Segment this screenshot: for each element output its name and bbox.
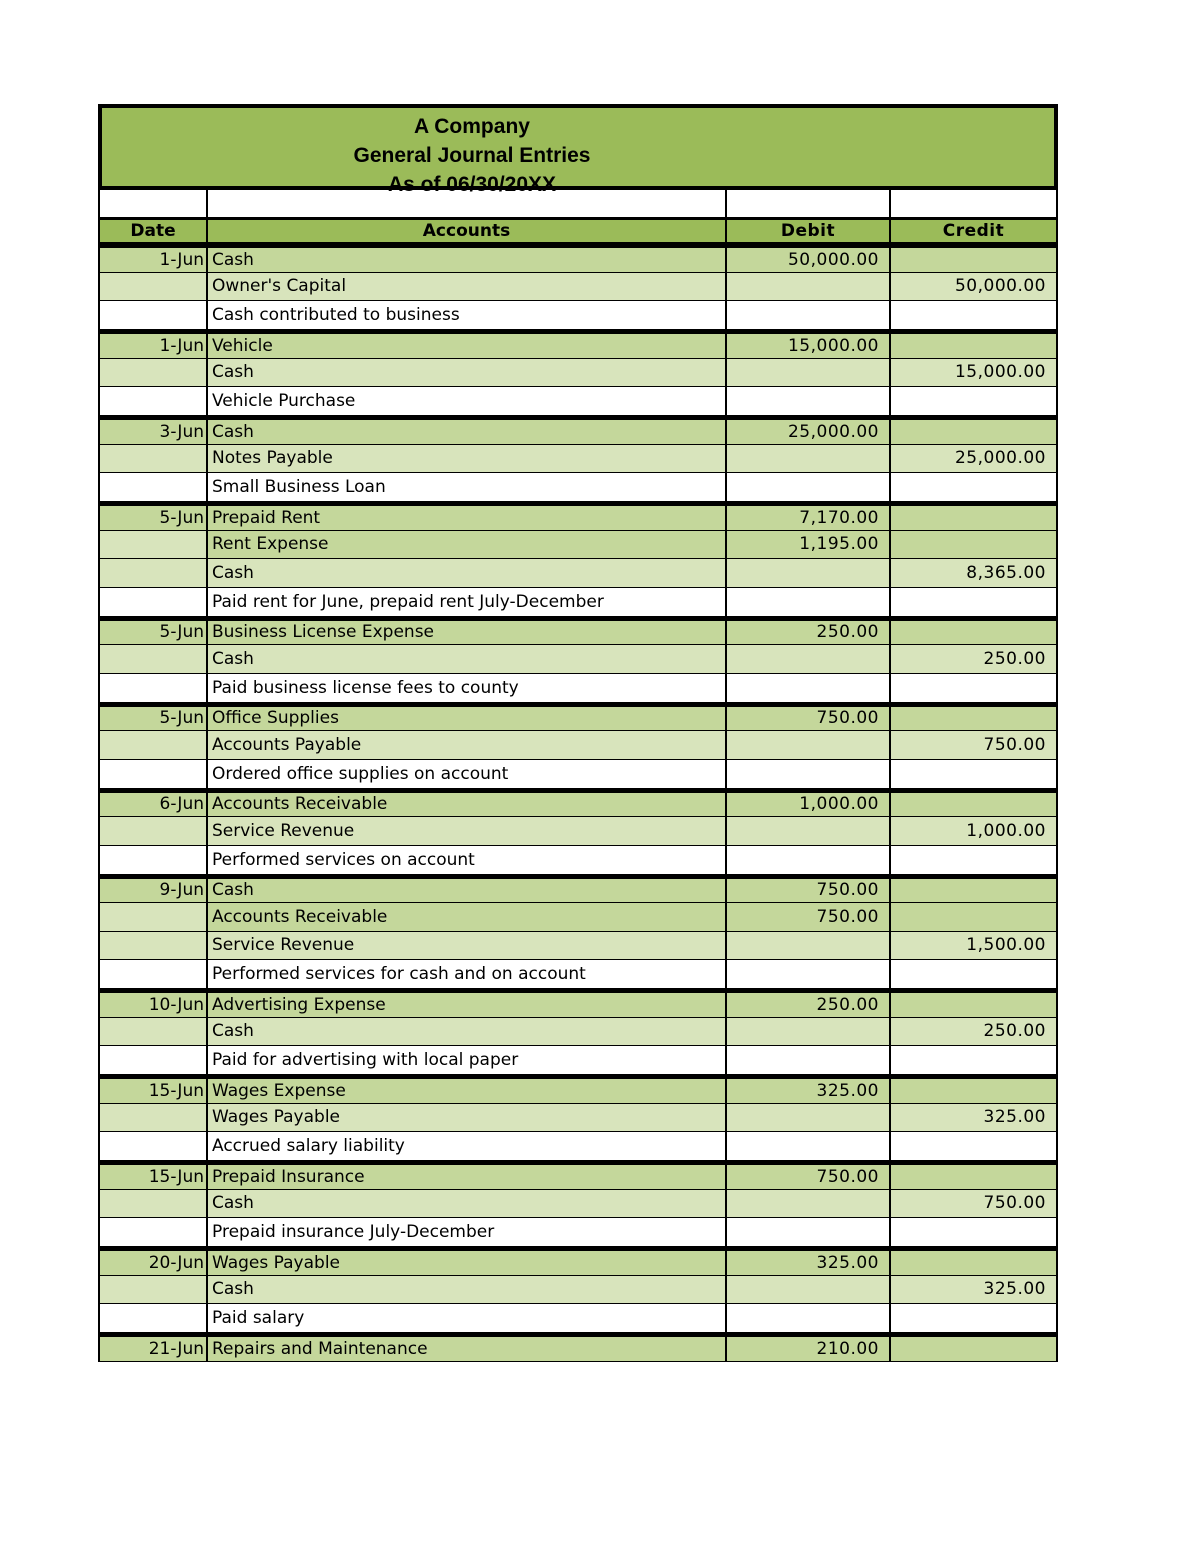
date-cell[interactable] <box>98 1190 206 1218</box>
credit-cell[interactable] <box>889 960 1058 988</box>
credit-cell[interactable] <box>889 473 1058 501</box>
credit-cell[interactable] <box>889 621 1058 645</box>
account-cell[interactable]: Cash <box>206 248 725 272</box>
journal-line-row <box>98 875 1058 904</box>
date-cell[interactable] <box>98 846 206 874</box>
account-cell[interactable]: Cash <box>206 1276 725 1304</box>
account-cell[interactable]: Wages Expense <box>206 1079 725 1103</box>
credit-cell[interactable] <box>889 588 1058 616</box>
debit-cell[interactable] <box>725 817 889 845</box>
account-cell[interactable]: Service Revenue <box>206 817 725 845</box>
date-cell[interactable]: 5-Jun <box>98 506 206 530</box>
debit-cell[interactable]: 50,000.00 <box>725 248 889 272</box>
credit-cell[interactable] <box>889 531 1058 559</box>
debit-cell[interactable] <box>725 1132 889 1160</box>
journal-line-row <box>98 1104 1058 1133</box>
account-cell[interactable]: Cash <box>206 645 725 673</box>
journal-entries <box>98 244 1058 1362</box>
journal-description-row <box>98 960 1058 989</box>
debit-cell[interactable]: 210.00 <box>725 1337 889 1361</box>
credit-cell[interactable]: 325.00 <box>889 1276 1058 1304</box>
date-cell[interactable]: 9-Jun <box>98 879 206 903</box>
journal-line-row <box>98 359 1058 388</box>
col-header-credit[interactable]: Credit <box>889 220 1058 242</box>
journal-line-row <box>98 1161 1058 1190</box>
debit-cell[interactable] <box>725 359 889 387</box>
date-cell[interactable] <box>98 817 206 845</box>
credit-cell[interactable] <box>889 1251 1058 1275</box>
account-cell[interactable]: Cash <box>206 879 725 903</box>
blank-cell[interactable] <box>889 190 1058 217</box>
description-cell[interactable]: Paid salary <box>206 1304 725 1332</box>
account-cell[interactable]: Prepaid Insurance <box>206 1165 725 1189</box>
credit-cell[interactable] <box>889 993 1058 1017</box>
journal-description-row <box>98 1132 1058 1161</box>
journal-line-row <box>98 645 1058 674</box>
credit-cell[interactable]: 8,365.00 <box>889 559 1058 587</box>
date-cell[interactable] <box>98 359 206 387</box>
date-cell[interactable] <box>98 1218 206 1246</box>
journal-line-row <box>98 1247 1058 1276</box>
credit-cell[interactable]: 1,000.00 <box>889 817 1058 845</box>
date-cell[interactable]: 15-Jun <box>98 1079 206 1103</box>
account-cell[interactable]: Cash <box>206 359 725 387</box>
debit-cell[interactable] <box>725 273 889 301</box>
credit-cell[interactable] <box>889 1304 1058 1332</box>
journal-line-row <box>98 1276 1058 1305</box>
description-cell[interactable]: Ordered office supplies on account <box>206 760 725 788</box>
blank-cell[interactable] <box>206 190 725 217</box>
debit-cell[interactable]: 1,000.00 <box>725 793 889 817</box>
credit-cell[interactable] <box>889 506 1058 530</box>
col-header-debit[interactable]: Debit <box>725 220 889 242</box>
blank-row <box>98 190 1058 218</box>
journal-line-row <box>98 1075 1058 1104</box>
description-cell[interactable]: Paid for advertising with local paper <box>206 1046 725 1074</box>
date-cell[interactable]: 5-Jun <box>98 707 206 731</box>
description-cell[interactable]: Performed services for cash and on account <box>206 960 725 988</box>
credit-cell[interactable] <box>889 903 1058 931</box>
account-cell[interactable]: Rent Expense <box>206 531 725 559</box>
account-cell[interactable]: Prepaid Rent <box>206 506 725 530</box>
credit-cell[interactable] <box>889 387 1058 415</box>
journal-line-row <box>98 731 1058 760</box>
journal-line-row <box>98 244 1058 273</box>
credit-cell[interactable] <box>889 879 1058 903</box>
date-cell[interactable] <box>98 445 206 473</box>
description-cell[interactable]: Performed services on account <box>206 846 725 874</box>
debit-cell[interactable] <box>725 1218 889 1246</box>
debit-cell[interactable] <box>725 473 889 501</box>
account-cell[interactable]: Accounts Receivable <box>206 903 725 931</box>
account-cell[interactable]: Office Supplies <box>206 707 725 731</box>
credit-cell[interactable] <box>889 1218 1058 1246</box>
account-cell[interactable]: Wages Payable <box>206 1251 725 1275</box>
credit-cell[interactable] <box>889 674 1058 702</box>
date-cell[interactable] <box>98 731 206 759</box>
credit-cell[interactable] <box>889 420 1058 444</box>
column-header-row <box>98 218 1058 244</box>
credit-cell[interactable] <box>889 707 1058 731</box>
credit-cell[interactable] <box>889 760 1058 788</box>
journal-description-row <box>98 387 1058 416</box>
account-cell[interactable]: Repairs and Maintenance <box>206 1337 725 1361</box>
account-cell[interactable]: Service Revenue <box>206 932 725 960</box>
debit-cell[interactable] <box>725 588 889 616</box>
journal-line-row <box>98 330 1058 359</box>
credit-cell[interactable] <box>889 1079 1058 1103</box>
credit-cell[interactable] <box>889 1337 1058 1361</box>
date-cell[interactable] <box>98 760 206 788</box>
credit-cell[interactable] <box>889 846 1058 874</box>
date-cell[interactable] <box>98 1046 206 1074</box>
date-cell[interactable] <box>98 960 206 988</box>
journal-description-row <box>98 1046 1058 1075</box>
credit-cell[interactable]: 15,000.00 <box>889 359 1058 387</box>
date-cell[interactable]: 10-Jun <box>98 993 206 1017</box>
date-cell[interactable] <box>98 559 206 587</box>
debit-cell[interactable] <box>725 1018 889 1046</box>
credit-cell[interactable] <box>889 1132 1058 1160</box>
debit-cell[interactable] <box>725 1104 889 1132</box>
journal-line-row <box>98 703 1058 732</box>
debit-cell[interactable]: 25,000.00 <box>725 420 889 444</box>
date-cell[interactable]: 6-Jun <box>98 793 206 817</box>
journal-line-row <box>98 1190 1058 1219</box>
date-cell[interactable]: 15-Jun <box>98 1165 206 1189</box>
date-cell[interactable]: 21-Jun <box>98 1337 206 1361</box>
date-cell[interactable]: 3-Jun <box>98 420 206 444</box>
credit-cell[interactable] <box>889 248 1058 272</box>
debit-cell[interactable]: 750.00 <box>725 707 889 731</box>
journal-description-row <box>98 846 1058 875</box>
date-cell[interactable]: 1-Jun <box>98 248 206 272</box>
debit-cell[interactable]: 325.00 <box>725 1251 889 1275</box>
journal-line-row <box>98 932 1058 961</box>
credit-cell[interactable] <box>889 301 1058 329</box>
credit-cell[interactable] <box>889 334 1058 358</box>
account-cell[interactable]: Cash <box>206 420 725 444</box>
debit-cell[interactable] <box>725 301 889 329</box>
account-cell[interactable]: Owner's Capital <box>206 273 725 301</box>
debit-cell[interactable]: 750.00 <box>725 879 889 903</box>
col-header-accounts[interactable]: Accounts <box>206 220 725 242</box>
credit-cell[interactable] <box>889 1046 1058 1074</box>
journal-description-row <box>98 588 1058 617</box>
debit-cell[interactable] <box>725 387 889 415</box>
debit-cell[interactable] <box>725 1190 889 1218</box>
date-cell[interactable] <box>98 473 206 501</box>
journal-line-row <box>98 502 1058 531</box>
general-journal-table <box>98 104 1058 1362</box>
debit-cell[interactable]: 1,195.00 <box>725 531 889 559</box>
date-cell[interactable] <box>98 903 206 931</box>
debit-cell[interactable] <box>725 559 889 587</box>
journal-line-row <box>98 817 1058 846</box>
description-cell[interactable]: Vehicle Purchase <box>206 387 725 415</box>
description-cell[interactable]: Paid rent for June, prepaid rent July-December <box>206 588 725 616</box>
credit-cell[interactable]: 250.00 <box>889 645 1058 673</box>
journal-line-row <box>98 531 1058 560</box>
date-cell[interactable] <box>98 1276 206 1304</box>
debit-cell[interactable] <box>725 645 889 673</box>
blank-cell[interactable] <box>98 190 206 217</box>
journal-line-row <box>98 1018 1058 1047</box>
date-cell[interactable] <box>98 674 206 702</box>
journal-description-row <box>98 760 1058 789</box>
company-name: A Company <box>414 115 530 138</box>
date-cell[interactable] <box>98 645 206 673</box>
debit-cell[interactable] <box>725 1046 889 1074</box>
report-date: As of 06/30/20XX <box>387 173 557 196</box>
debit-cell[interactable] <box>725 445 889 473</box>
report-title: General Journal Entries <box>353 144 591 167</box>
journal-line-row <box>98 1333 1058 1362</box>
debit-cell[interactable]: 7,170.00 <box>725 506 889 530</box>
date-cell[interactable]: 5-Jun <box>98 621 206 645</box>
date-cell[interactable] <box>98 1104 206 1132</box>
journal-line-row <box>98 559 1058 588</box>
credit-cell[interactable]: 250.00 <box>889 1018 1058 1046</box>
debit-cell[interactable]: 250.00 <box>725 621 889 645</box>
journal-description-row <box>98 1218 1058 1247</box>
debit-cell[interactable] <box>725 1276 889 1304</box>
account-cell[interactable]: Accounts Receivable <box>206 793 725 817</box>
description-cell[interactable]: Cash contributed to business <box>206 301 725 329</box>
credit-cell[interactable] <box>889 793 1058 817</box>
date-cell[interactable] <box>98 1132 206 1160</box>
description-cell[interactable]: Small Business Loan <box>206 473 725 501</box>
account-cell[interactable]: Vehicle <box>206 334 725 358</box>
account-cell[interactable]: Cash <box>206 1190 725 1218</box>
account-cell[interactable]: Business License Expense <box>206 621 725 645</box>
journal-line-row <box>98 445 1058 474</box>
date-cell[interactable] <box>98 932 206 960</box>
journal-line-row <box>98 989 1058 1018</box>
debit-cell[interactable] <box>725 731 889 759</box>
debit-cell[interactable] <box>725 932 889 960</box>
date-cell[interactable] <box>98 1018 206 1046</box>
journal-header <box>98 104 1058 196</box>
journal-description-row <box>98 301 1058 330</box>
journal-line-row <box>98 273 1058 302</box>
description-cell[interactable]: Paid business license fees to county <box>206 674 725 702</box>
debit-cell[interactable] <box>725 960 889 988</box>
account-cell[interactable]: Cash <box>206 559 725 587</box>
account-cell[interactable]: Wages Payable <box>206 1104 725 1132</box>
debit-cell[interactable] <box>725 846 889 874</box>
credit-cell[interactable]: 50,000.00 <box>889 273 1058 301</box>
debit-cell[interactable] <box>725 1304 889 1332</box>
journal-description-row <box>98 1304 1058 1333</box>
account-cell[interactable]: Notes Payable <box>206 445 725 473</box>
journal-line-row <box>98 903 1058 932</box>
description-cell[interactable]: Accrued salary liability <box>206 1132 725 1160</box>
credit-cell[interactable]: 325.00 <box>889 1104 1058 1132</box>
date-cell[interactable] <box>98 1304 206 1332</box>
description-cell[interactable]: Prepaid insurance July-December <box>206 1218 725 1246</box>
blank-cell[interactable] <box>725 190 889 217</box>
date-cell[interactable] <box>98 588 206 616</box>
debit-cell[interactable] <box>725 760 889 788</box>
date-cell[interactable]: 1-Jun <box>98 334 206 358</box>
date-cell[interactable] <box>98 301 206 329</box>
account-cell[interactable]: Accounts Payable <box>206 731 725 759</box>
credit-cell[interactable]: 750.00 <box>889 1190 1058 1218</box>
journal-line-row <box>98 789 1058 818</box>
date-cell[interactable]: 20-Jun <box>98 1251 206 1275</box>
col-header-date[interactable]: Date <box>98 220 206 242</box>
debit-cell[interactable]: 250.00 <box>725 993 889 1017</box>
debit-cell[interactable]: 15,000.00 <box>725 334 889 358</box>
journal-line-row <box>98 416 1058 445</box>
debit-cell[interactable] <box>725 674 889 702</box>
credit-cell[interactable] <box>889 1165 1058 1189</box>
credit-cell[interactable]: 1,500.00 <box>889 932 1058 960</box>
journal-description-row <box>98 674 1058 703</box>
debit-cell[interactable]: 750.00 <box>725 1165 889 1189</box>
date-cell[interactable] <box>98 273 206 301</box>
date-cell[interactable] <box>98 531 206 559</box>
journal-line-row <box>98 617 1058 646</box>
account-cell[interactable]: Cash <box>206 1018 725 1046</box>
journal-description-row <box>98 473 1058 502</box>
account-cell[interactable]: Advertising Expense <box>206 993 725 1017</box>
debit-cell[interactable]: 325.00 <box>725 1079 889 1103</box>
date-cell[interactable] <box>98 387 206 415</box>
credit-cell[interactable]: 750.00 <box>889 731 1058 759</box>
debit-cell[interactable]: 750.00 <box>725 903 889 931</box>
credit-cell[interactable]: 25,000.00 <box>889 445 1058 473</box>
